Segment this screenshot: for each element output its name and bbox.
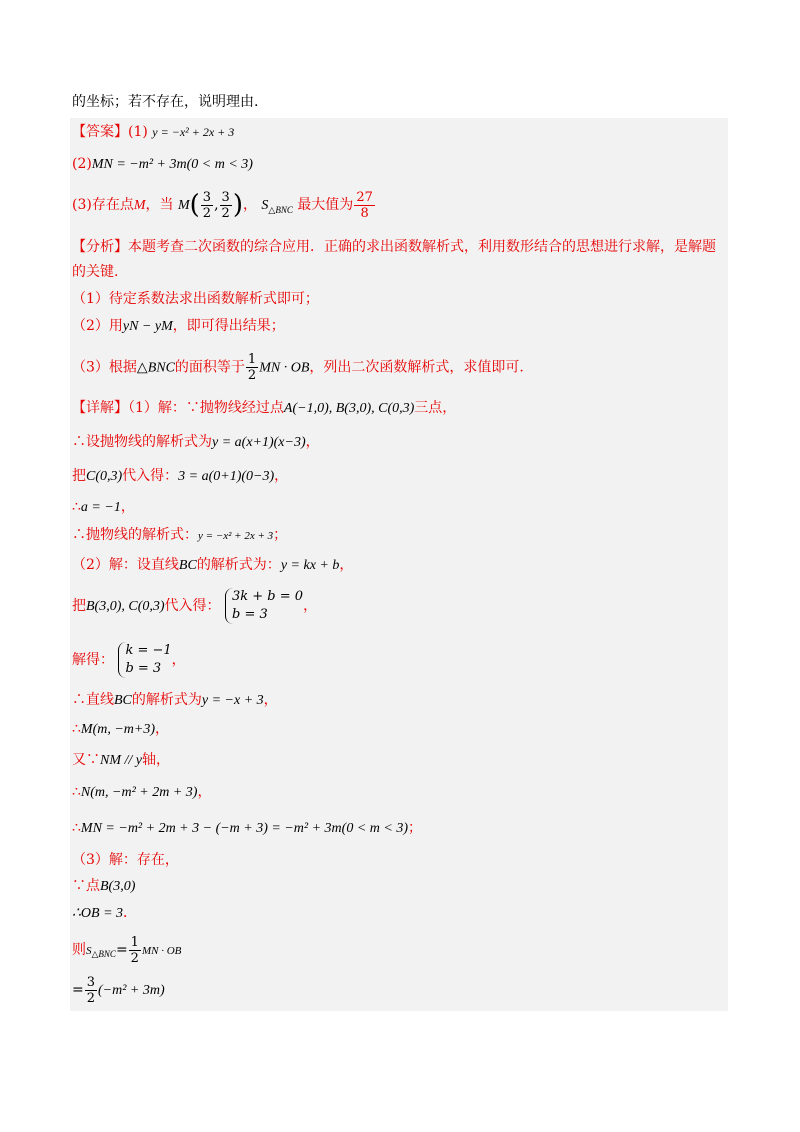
detail-line-7: 把B(3,0), C(0,3)代入得： 3k + b = 0 b = 3 ， xyxy=(72,589,318,622)
fraction: $\frac{3}{2}$ xyxy=(202,189,212,221)
formula: y = −x² + 2x + 3 xyxy=(152,125,235,139)
detail-line-5: ∴抛物线的解析式：y = −x² + 2x + 3； xyxy=(72,527,288,543)
fraction: $\frac{1}{2}$ xyxy=(130,934,139,966)
answer-tag: 【答案】 xyxy=(72,124,128,140)
analysis-step-1: （1）待定系数法求出函数解析式即可； xyxy=(72,291,319,307)
detail-line-16: ∴OB = 3． xyxy=(72,905,138,921)
fraction: $\frac{1}{2}$ xyxy=(247,352,257,383)
answer-line-1: 【答案】(1) y = −x² + 2x + 3 xyxy=(72,124,235,140)
text-line: 的坐标；若不存在，说明理由. xyxy=(72,94,259,110)
analysis-step-3: （3）根据△BNC的面积等于 $\frac{1}{2}$ MN · OB，列出二次函数解析式，求值即可. xyxy=(72,352,524,383)
fraction: $\frac{3}{2}$ xyxy=(221,189,230,221)
detail-line-18: = $\frac{3}{2}$ (−m² + 3m) xyxy=(72,974,165,1006)
detail-line-11: 又∵NM // y轴， xyxy=(72,752,170,768)
analysis-tag: 【分析】 xyxy=(72,239,128,255)
detail-line-17: 则$S_{\triangle BNC}=$ $\frac{1}{2}$ MN · OB xyxy=(72,934,182,966)
detail-line-9: ∴直线BC的解析式为y = −x + 3， xyxy=(72,692,278,708)
detail-line-6: （2）解：设直线BC的解析式为：y = kx + b， xyxy=(72,557,354,573)
detail-line-10: ∴M(m, −m+3)， xyxy=(72,721,170,737)
analysis-line-1: 【分析】本题考查二次函数的综合应用．正确的求出函数解析式，利用数形结合的思想进行求解，是解题 xyxy=(72,239,716,255)
detail-line-2: ∴设抛物线的解析式为y = a(x+1)(x−3)， xyxy=(72,434,320,450)
detail-line-14: （3）解：存在， xyxy=(72,852,179,868)
fraction: $\frac{3}{2}$ xyxy=(86,974,96,1006)
answer-line-3: (3)存在点M，当 M( $\frac{3}{2}$ , $\frac{3}{2}$ )， $S_{\triangle BNC}$ 最大值为 $\frac{27}{8}$ xyxy=(72,189,373,221)
fraction: $\frac{27}{8}$ xyxy=(356,189,373,221)
detail-line-12: ∴N(m, −m² + 2m + 3)， xyxy=(72,784,212,800)
equation-system: k = −1 b = 3 xyxy=(118,642,171,678)
answer-line-2: (2)MN = −m² + 3m(0 < m < 3) xyxy=(72,156,253,172)
equation-system: 3k + b = 0 b = 3 xyxy=(225,588,303,624)
formula: MN = −m² + 3m(0 < m < 3) xyxy=(91,157,253,172)
analysis-line-2: 的关键. xyxy=(72,264,119,280)
detail-line-3: 把C(0,3)代入得：3 = a(0+1)(0−3)， xyxy=(72,468,289,484)
detail-line-13: ∴MN = −m² + 2m + 3 − (−m + 3) = −m² + 3m(0 < m < 3)； xyxy=(72,820,422,836)
detail-line-4: ∴a = −1， xyxy=(72,499,135,515)
detail-tag: 【详解】 xyxy=(72,400,128,416)
detail-line-15: ∵点B(3,0) xyxy=(72,878,136,894)
detail-line-1: 【详解】（1）解：∵抛物线经过点A(−1,0), B(3,0), C(0,3)三点， xyxy=(72,400,457,416)
detail-line-8: 解得： k = −1 b = 3 ， xyxy=(72,643,186,676)
analysis-step-2: （2）用yN − yM，即可得出结果； xyxy=(72,318,285,334)
